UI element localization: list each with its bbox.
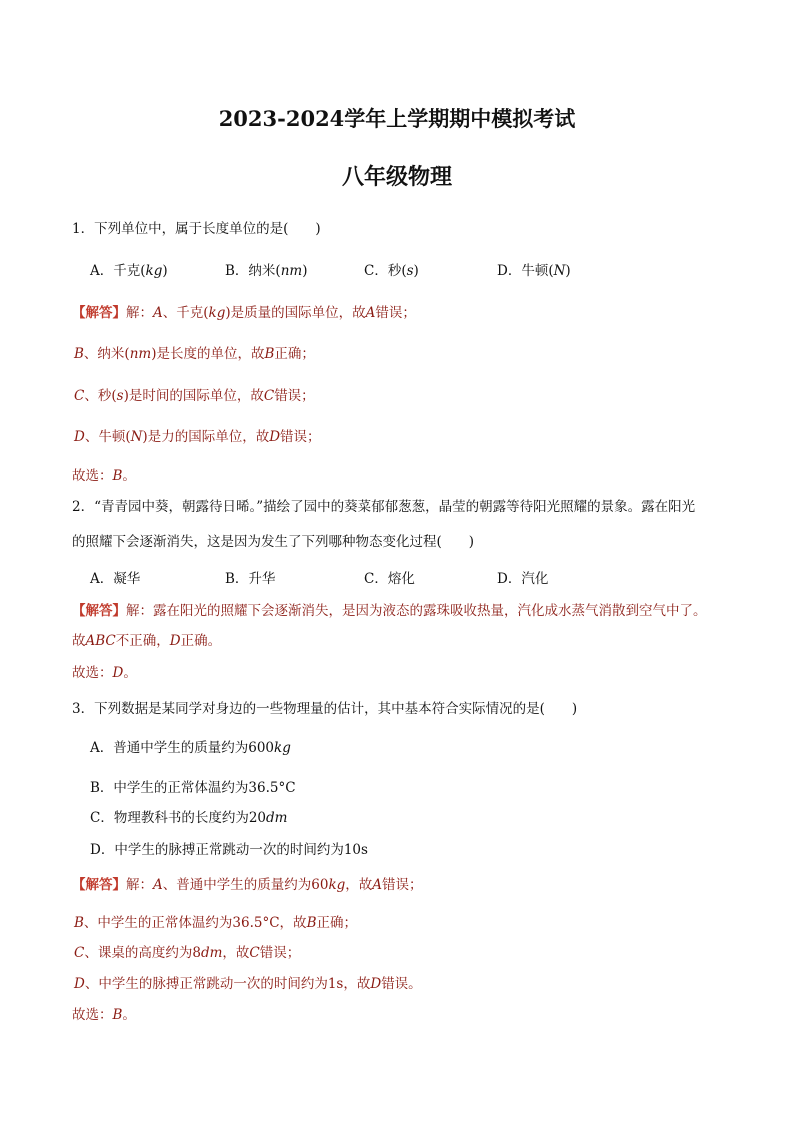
q2-answer-choice: 故选：D。: [72, 665, 137, 681]
answer-tag: 【解答】: [72, 305, 126, 321]
q1-answer-line-1: 【解答】解：A、千克(kg)是质量的国际单位，故A错误；: [72, 305, 416, 321]
q3-option-a: A．普通中学生的质量约为600kg: [90, 740, 291, 756]
page-subtitle: 八年级物理: [341, 164, 452, 190]
answer-tag: 【解答】: [72, 603, 126, 619]
q3-answer-line-2: B、中学生的正常体温约为36.5°C，故B正确；: [74, 915, 357, 931]
q3-answer-choice: 故选：B。: [72, 1007, 136, 1023]
q1-option-c: C．秒(s): [364, 263, 419, 279]
q1-answer-line-3: C、秒(s)是时间的国际单位，故C错误；: [74, 388, 315, 404]
question-2-stem-line-2: 的照耀下会逐渐消失，这是因为发生了下列哪种物态变化过程( ): [72, 534, 475, 550]
q1-option-b: B．纳米(nm): [225, 263, 308, 279]
q1-option-d: D．牛顿(N): [497, 263, 571, 279]
q3-option-b: B．中学生的正常体温约为36.5°C: [90, 780, 296, 796]
q3-answer-line-4: D、中学生的脉搏正常跳动一次的时间约为1s，故D错误。: [74, 976, 422, 992]
question-3-stem: 3．下列数据是某同学对身边的一些物理量的估计，其中基本符合实际情况的是( ): [72, 701, 578, 717]
q2-option-c: C．熔化: [364, 571, 415, 587]
q1-option-a: A．千克(kg): [90, 263, 168, 279]
q3-answer-line-1: 【解答】解：A、普通中学生的质量约为60kg，故A错误；: [72, 877, 423, 893]
q1-answer-choice: 故选：B。: [72, 468, 136, 484]
q1-answer-line-2: B、纳米(nm)是长度的单位，故B正确；: [74, 346, 315, 362]
q1-answer-line-4: D、牛顿(N)是力的国际单位，故D错误；: [74, 429, 321, 445]
q2-option-b: B．升华: [225, 571, 276, 587]
page-title: 2023-2024学年上学期期中模拟考试: [218, 106, 576, 131]
q2-option-a: A．凝华: [90, 571, 141, 587]
answer-tag: 【解答】: [72, 877, 126, 893]
q3-answer-line-3: C、课桌的高度约为8dm，故C错误；: [74, 945, 301, 961]
question-2-stem-line-1: 2．“青青园中葵，朝露待日晞。”描绘了园中的葵菜郁郁葱葱，晶莹的朝露等待阳光照耀的景象。露在阳光: [72, 499, 696, 515]
question-1-stem: 1．下列单位中，属于长度单位的是( ): [72, 221, 321, 237]
q2-answer-line-2: 故ABC不正确，D正确。: [72, 633, 222, 649]
q2-option-d: D．汽化: [497, 571, 549, 587]
q3-option-c: C．物理教科书的长度约为20dm: [90, 810, 288, 826]
q2-answer-line-1: 【解答】解：露在阳光的照耀下会逐渐消失，是因为液态的露珠吸收热量，汽化成水蒸气消散到空气中了。: [72, 603, 707, 619]
q3-option-d: D．中学生的脉搏正常跳动一次的时间约为10s: [90, 842, 368, 858]
